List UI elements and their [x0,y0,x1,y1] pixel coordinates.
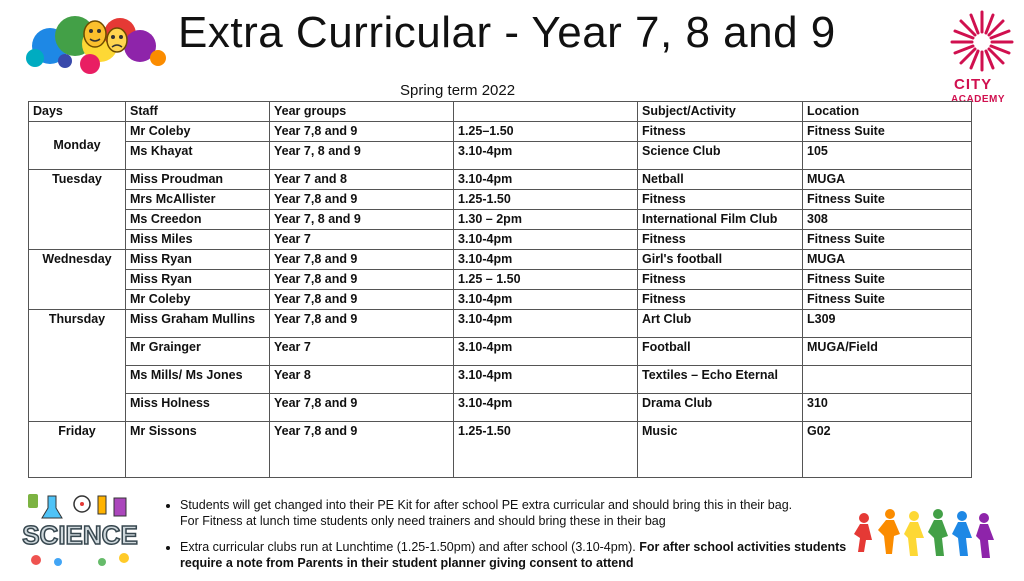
table-row [29,142,972,170]
header-activity: Subject/Activity [638,102,803,122]
table-header-row [29,102,972,122]
header-days: Days [29,102,126,122]
years-cell: Year 7,8 and 9 [270,122,454,142]
activity-cell: Netball [638,170,803,190]
table-row [29,270,972,290]
note-text: Extra curricular clubs run at Lunchtime (1.25-1.50pm) and after school (3.10-4pm). [180,540,640,554]
time-cell: 3.10-4pm [454,170,638,190]
location-cell: MUGA [803,170,972,190]
table-row [29,290,972,310]
term-label: Spring term 2022 [400,82,516,99]
time-cell: 1.30 – 2pm [454,210,638,230]
time-cell: 1.25–1.50 [454,122,638,142]
staff-cell: Miss Ryan [126,270,270,290]
years-cell: Year 7, 8 and 9 [270,142,454,170]
table-row [29,230,972,250]
location-cell: 105 [803,142,972,170]
day-cell-friday: Friday [29,422,126,478]
time-cell: 3.10-4pm [454,394,638,422]
activity-cell: Science Club [638,142,803,170]
time-cell: 3.10-4pm [454,338,638,366]
table-row [29,122,972,142]
years-cell: Year 7,8 and 9 [270,394,454,422]
note-line: For Fitness at lunch time students only need trainers and should bring these in their bag [180,514,666,528]
location-cell: L309 [803,310,972,338]
years-cell: Year 7 [270,338,454,366]
years-cell: Year 8 [270,366,454,394]
note-emphasis: For after school activities students require a note from Parents in their student planner giving consent to attend [180,540,847,570]
staff-cell: Mrs McAllister [126,190,270,210]
location-cell: Fitness Suite [803,122,972,142]
activity-cell: Music [638,422,803,478]
note-line: Students will get changed into their PE Kit for after school PE extra curricular and should bring this in their bag. [180,498,793,512]
activity-cell: Art Club [638,310,803,338]
location-cell: Fitness Suite [803,270,972,290]
time-cell: 3.10-4pm [454,290,638,310]
science-logo-text: SCIENCE [22,520,138,550]
location-cell: 310 [803,394,972,422]
day-cell-wednesday: Wednesday [29,250,126,310]
time-cell: 3.10-4pm [454,250,638,270]
activity-cell: Textiles – Echo Eternal [638,366,803,394]
paint-splash-masks-logo [20,6,170,76]
table-row [29,190,972,210]
header-time [454,102,638,122]
years-cell: Year 7,8 and 9 [270,270,454,290]
staff-cell: Miss Graham Mullins [126,310,270,338]
time-cell: 3.10-4pm [454,230,638,250]
day-cell-tuesday: Tuesday [29,170,126,250]
activity-cell: Fitness [638,190,803,210]
years-cell: Year 7,8 and 9 [270,422,454,478]
location-cell [803,366,972,394]
staff-cell: Ms Khayat [126,142,270,170]
staff-cell: Mr Sissons [126,422,270,478]
location-cell: G02 [803,422,972,478]
table-row [29,366,972,394]
note-item [180,497,880,529]
table-row [29,338,972,366]
location-cell: MUGA [803,250,972,270]
staff-cell: Mr Coleby [126,290,270,310]
location-cell: Fitness Suite [803,190,972,210]
time-cell: 3.10-4pm [454,142,638,170]
activity-cell: Fitness [638,122,803,142]
sports-silhouettes-icon [850,504,998,564]
header-staff: Staff [126,102,270,122]
location-cell: Fitness Suite [803,230,972,250]
time-cell: 3.10-4pm [454,310,638,338]
staff-cell: Mr Grainger [126,338,270,366]
years-cell: Year 7,8 and 9 [270,290,454,310]
table-row [29,422,972,478]
activity-cell: Football [638,338,803,366]
years-cell: Year 7,8 and 9 [270,190,454,210]
location-cell: 308 [803,210,972,230]
staff-cell: Ms Mills/ Ms Jones [126,366,270,394]
table-row [29,394,972,422]
timetable [28,101,972,478]
header-location: Location [803,102,972,122]
years-cell: Year 7 [270,230,454,250]
staff-cell: Miss Holness [126,394,270,422]
activity-cell: Fitness [638,270,803,290]
staff-cell: Ms Creedon [126,210,270,230]
page-title: Extra Curricular - Year 7, 8 and 9 [178,8,836,57]
time-cell: 1.25-1.50 [454,190,638,210]
header-year-groups: Year groups [270,102,454,122]
logo-text-city: CITY [954,76,993,93]
logo-text-academy: ACADEMY [951,94,1006,105]
table-row [29,310,972,338]
staff-cell: Miss Proudman [126,170,270,190]
time-cell: 3.10-4pm [454,366,638,394]
years-cell: Year 7,8 and 9 [270,250,454,270]
notes-section [160,497,880,581]
day-cell-monday: Monday [29,122,126,170]
activity-cell: Fitness [638,290,803,310]
time-cell: 1.25 – 1.50 [454,270,638,290]
staff-cell: Miss Miles [126,230,270,250]
years-cell: Year 7, 8 and 9 [270,210,454,230]
table-row [29,210,972,230]
activity-cell: Fitness [638,230,803,250]
location-cell: MUGA/Field [803,338,972,366]
activity-cell: Drama Club [638,394,803,422]
years-cell: Year 7 and 8 [270,170,454,190]
activity-cell: International Film Club [638,210,803,230]
staff-cell: Mr Coleby [126,122,270,142]
day-cell-thursday: Thursday [29,310,126,422]
staff-cell: Miss Ryan [126,250,270,270]
activity-cell: Girl's football [638,250,803,270]
note-item [180,539,880,571]
table-row [29,170,972,190]
science-club-logo [22,492,138,570]
years-cell: Year 7,8 and 9 [270,310,454,338]
table-row [29,250,972,270]
time-cell: 1.25-1.50 [454,422,638,478]
location-cell: Fitness Suite [803,290,972,310]
